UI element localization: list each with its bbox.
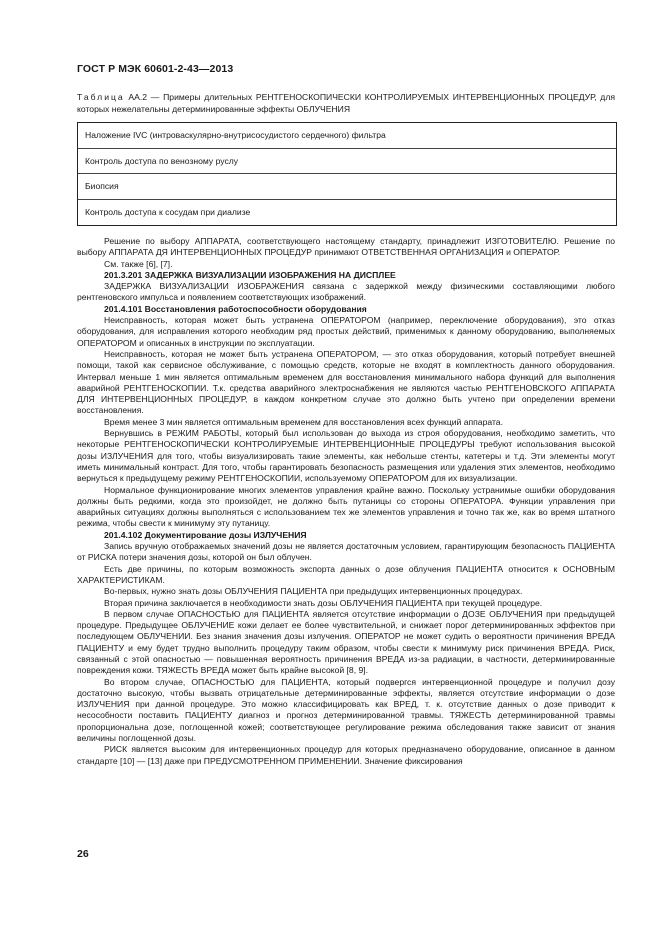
table-caption-text: АА.2 — Примеры длительных РЕНТГЕНОСКОПИЧЕСКИ КОНТРОЛИРУЕМЫХ ИНТЕРВЕНЦИОННЫХ ПРОЦЕДУР, для которых нежелательны детерминированные эффекты ОБЛУЧЕНИЯ bbox=[77, 92, 615, 114]
paragraph: Есть две причины, по которым возможность экспорта данных о дозе облучения ПАЦИЕНТА относится к ОСНОВНЫМ ХАРАКТЕРИСТИКАМ. bbox=[77, 563, 615, 585]
section-heading: 201.3.201 ЗАДЕРЖКА ВИЗУАЛИЗАЦИИ ИЗОБРАЖЕНИЯ НА ДИСПЛЕЕ bbox=[104, 269, 396, 280]
document-body bbox=[77, 236, 615, 767]
paragraph: Нормальное функционирование многих элементов управления крайне важно. Поскольку устранимые ошибки оборудования должны быть редкими, когда это произойдет, не должно быть путаницы со стороны ОПЕРАТОРА. Функции управления при аварийных ситуациях должны выполняться с использованием тех же элементов управления и точно так же, как во время штатного режима, чтобы свести к минимуму эту путаницу. bbox=[77, 484, 615, 529]
page-number: 26 bbox=[77, 848, 89, 860]
paragraph: Во-первых, нужно знать дозы ОБЛУЧЕНИЯ ПАЦИЕНТА при предыдущих интервенционных процедурах. bbox=[104, 586, 523, 597]
table-row: Контроль доступа по венозному руслу bbox=[78, 149, 616, 175]
paragraph: Во втором случае, ОПАСНОСТЬЮ для ПАЦИЕНТА, который подвергся интервенционной процедуре и получил дозу достаточно высокую, чтобы вызвать отрицательные детерминированные эффекты, является отсутствие информации о дозе ИЗЛУЧЕНИЯ при данной процедуре. Это можно классифицировать как ВРЕД, т. к. отсутствие данных о дозе приводит к несособности поставить ПАЦИЕНТУ диагноз и прогноз детерминированной травмы. ТЯЖЕСТЬ детерминированной травмы пропорциональна дозе, поглощенной кожей; соответствующее регулирование режима обследования также зависит от знания величины поглощенной дозы. bbox=[77, 676, 615, 744]
paragraph: Запись вручную отображаемых значений дозы не является достаточным условием, гарантирующим безопасность ПАЦИЕНТА от РИСКА потери значения дозы, которой он был облучен. bbox=[77, 541, 615, 563]
examples-table bbox=[77, 122, 617, 226]
paragraph: См. также [6], [7]. bbox=[104, 258, 173, 269]
paragraph: Решение по выбору АППАРАТА, соответствующего настоящему стандарту, принадлежит ИЗГОТОВИТЕЛЮ. Решение по выбору АППАРАТА ДЯ ИНТЕРВЕНЦИОННЫХ ПРОЦЕДУР принимают ОТВЕТСТВЕННАЯ ОРГАНИЗАЦИЯ и ОПЕРАТОР. bbox=[77, 236, 615, 258]
table-caption bbox=[77, 92, 615, 115]
paragraph: Неисправность, которая может быть устранена ОПЕРАТОРОМ (например, переключение оборудования), это отказ оборудования, для исправления которого необходим ряд простых действий, применимых к данному оборудованию, выполняемых ОПЕРАТОРОМ и описанных в инструкции по эксплуатации. bbox=[77, 315, 615, 348]
table-row: Биопсия bbox=[78, 174, 616, 200]
table-row: Наложение IVC (интроваскулярно-внутрисосудистого сердечного) фильтра bbox=[78, 123, 616, 149]
paragraph: Время менее 3 мин является оптимальным временем для восстановления всех функций аппарата. bbox=[104, 416, 503, 427]
paragraph: РИСК является высоким для интервенционных процедур для которых предназначено оборудование, описанное в данном стандарте [10] — [13] даже при ПРЕДУСМОТРЕННОМ ПРИМЕНЕНИИ. Значение фиксирования bbox=[77, 744, 615, 766]
document-header: ГОСТ Р МЭК 60601-2-43—2013 bbox=[77, 63, 234, 75]
section-heading: 201.4.101 Восстановления работоспособности оборудования bbox=[104, 303, 367, 314]
paragraph: Вторая причина заключается в необходимости знать дозы ОБЛУЧЕНИЯ ПАЦИЕНТА при текущей процедуре. bbox=[104, 597, 543, 608]
paragraph: В первом случае ОПАСНОСТЬЮ для ПАЦИЕНТА является отсутствие информации о ДОЗЕ ОБЛУЧЕНИЯ при предыдущей процедуре. Предыдущее ОБЛУЧЕНИЕ кожи делает ее более чувствительной, и снижает порог детерминированных эффектов при последующем ОБЛУЧЕНИИ. Без знания значения дозы излучения. ОПЕРАТОР не может судить о вероятности причинения ВРЕДА ПАЦИЕНТУ и ему будет трудно выполнить процедуру таким образом, чтобы свести к минимуму риск причинения ВРЕДА. Риск, связанный с этой опасностью — повышенная вероятность причинения ВРЕДА из-за радиации, в частности, детерминированные повреждения кожи. ТЯЖЕСТЬ ВРЕДА может быть крайне высокой [8, 9]. bbox=[77, 608, 615, 676]
paragraph: ЗАДЕРЖКА ВИЗУАЛИЗАЦИИ ИЗОБРАЖЕНИЯ связана с задержкой между физическими составляющими любого рентгеновского импульса и появлением соответствующих изображений. bbox=[77, 281, 615, 303]
section-heading: 201.4.102 Документирование дозы ИЗЛУЧЕНИЯ bbox=[104, 529, 307, 540]
table-caption-label: Таблица bbox=[77, 92, 125, 102]
paragraph: Вернувшись в РЕЖИМ РАБОТЫ, который был использован до выхода из строя оборудования, необходимо заметить, что некоторые РЕНТГЕНОСКОПИЧЕСКИ КОНТРОЛИРУЕМЫЕ ИНТЕРВЕНЦИОННЫЕ ПРОЦЕДУРЫ требуют использования высокой дозы ИЗЛУЧЕНИЯ для того, чтобы визуализировать такие элементы, как небольше стенты, катетеры и т.д. Эти элементы могут иметь минимальный контраст. Для того, чтобы гарантировать безопасность размещения или удаления этих элементов, необходимо вернуться к предыдущему режиму РЕНТГЕНОСКОПИИ, используемому ОПЕРАТОРОМ для их визуализации. bbox=[77, 428, 615, 484]
paragraph: Неисправность, которая не может быть устранена ОПЕРАТОРОМ, — это отказ оборудования, который потребует внешней помощи, такой как сервисное обслуживание, с помощью средств, которые не входят в комплектность данного оборудования. Интервал меньше 1 мин является оптимальным временем для восстановления минимального набора функций для выполнения аварийной РЕНТГЕНОСКОПИИ. Т.к. средства аварийного электроснабжения не являются частью РЕНТГЕНОВСКОГО АППАРАТА ДЛЯ ИНТЕРВЕНЦИОННЫХ ПРОЦЕДУР, в каждом конкретном случае это должно быть учтено при определении времени восстановления. bbox=[77, 348, 615, 416]
table-row: Контроль доступа к сосудам при диализе bbox=[85, 207, 251, 218]
